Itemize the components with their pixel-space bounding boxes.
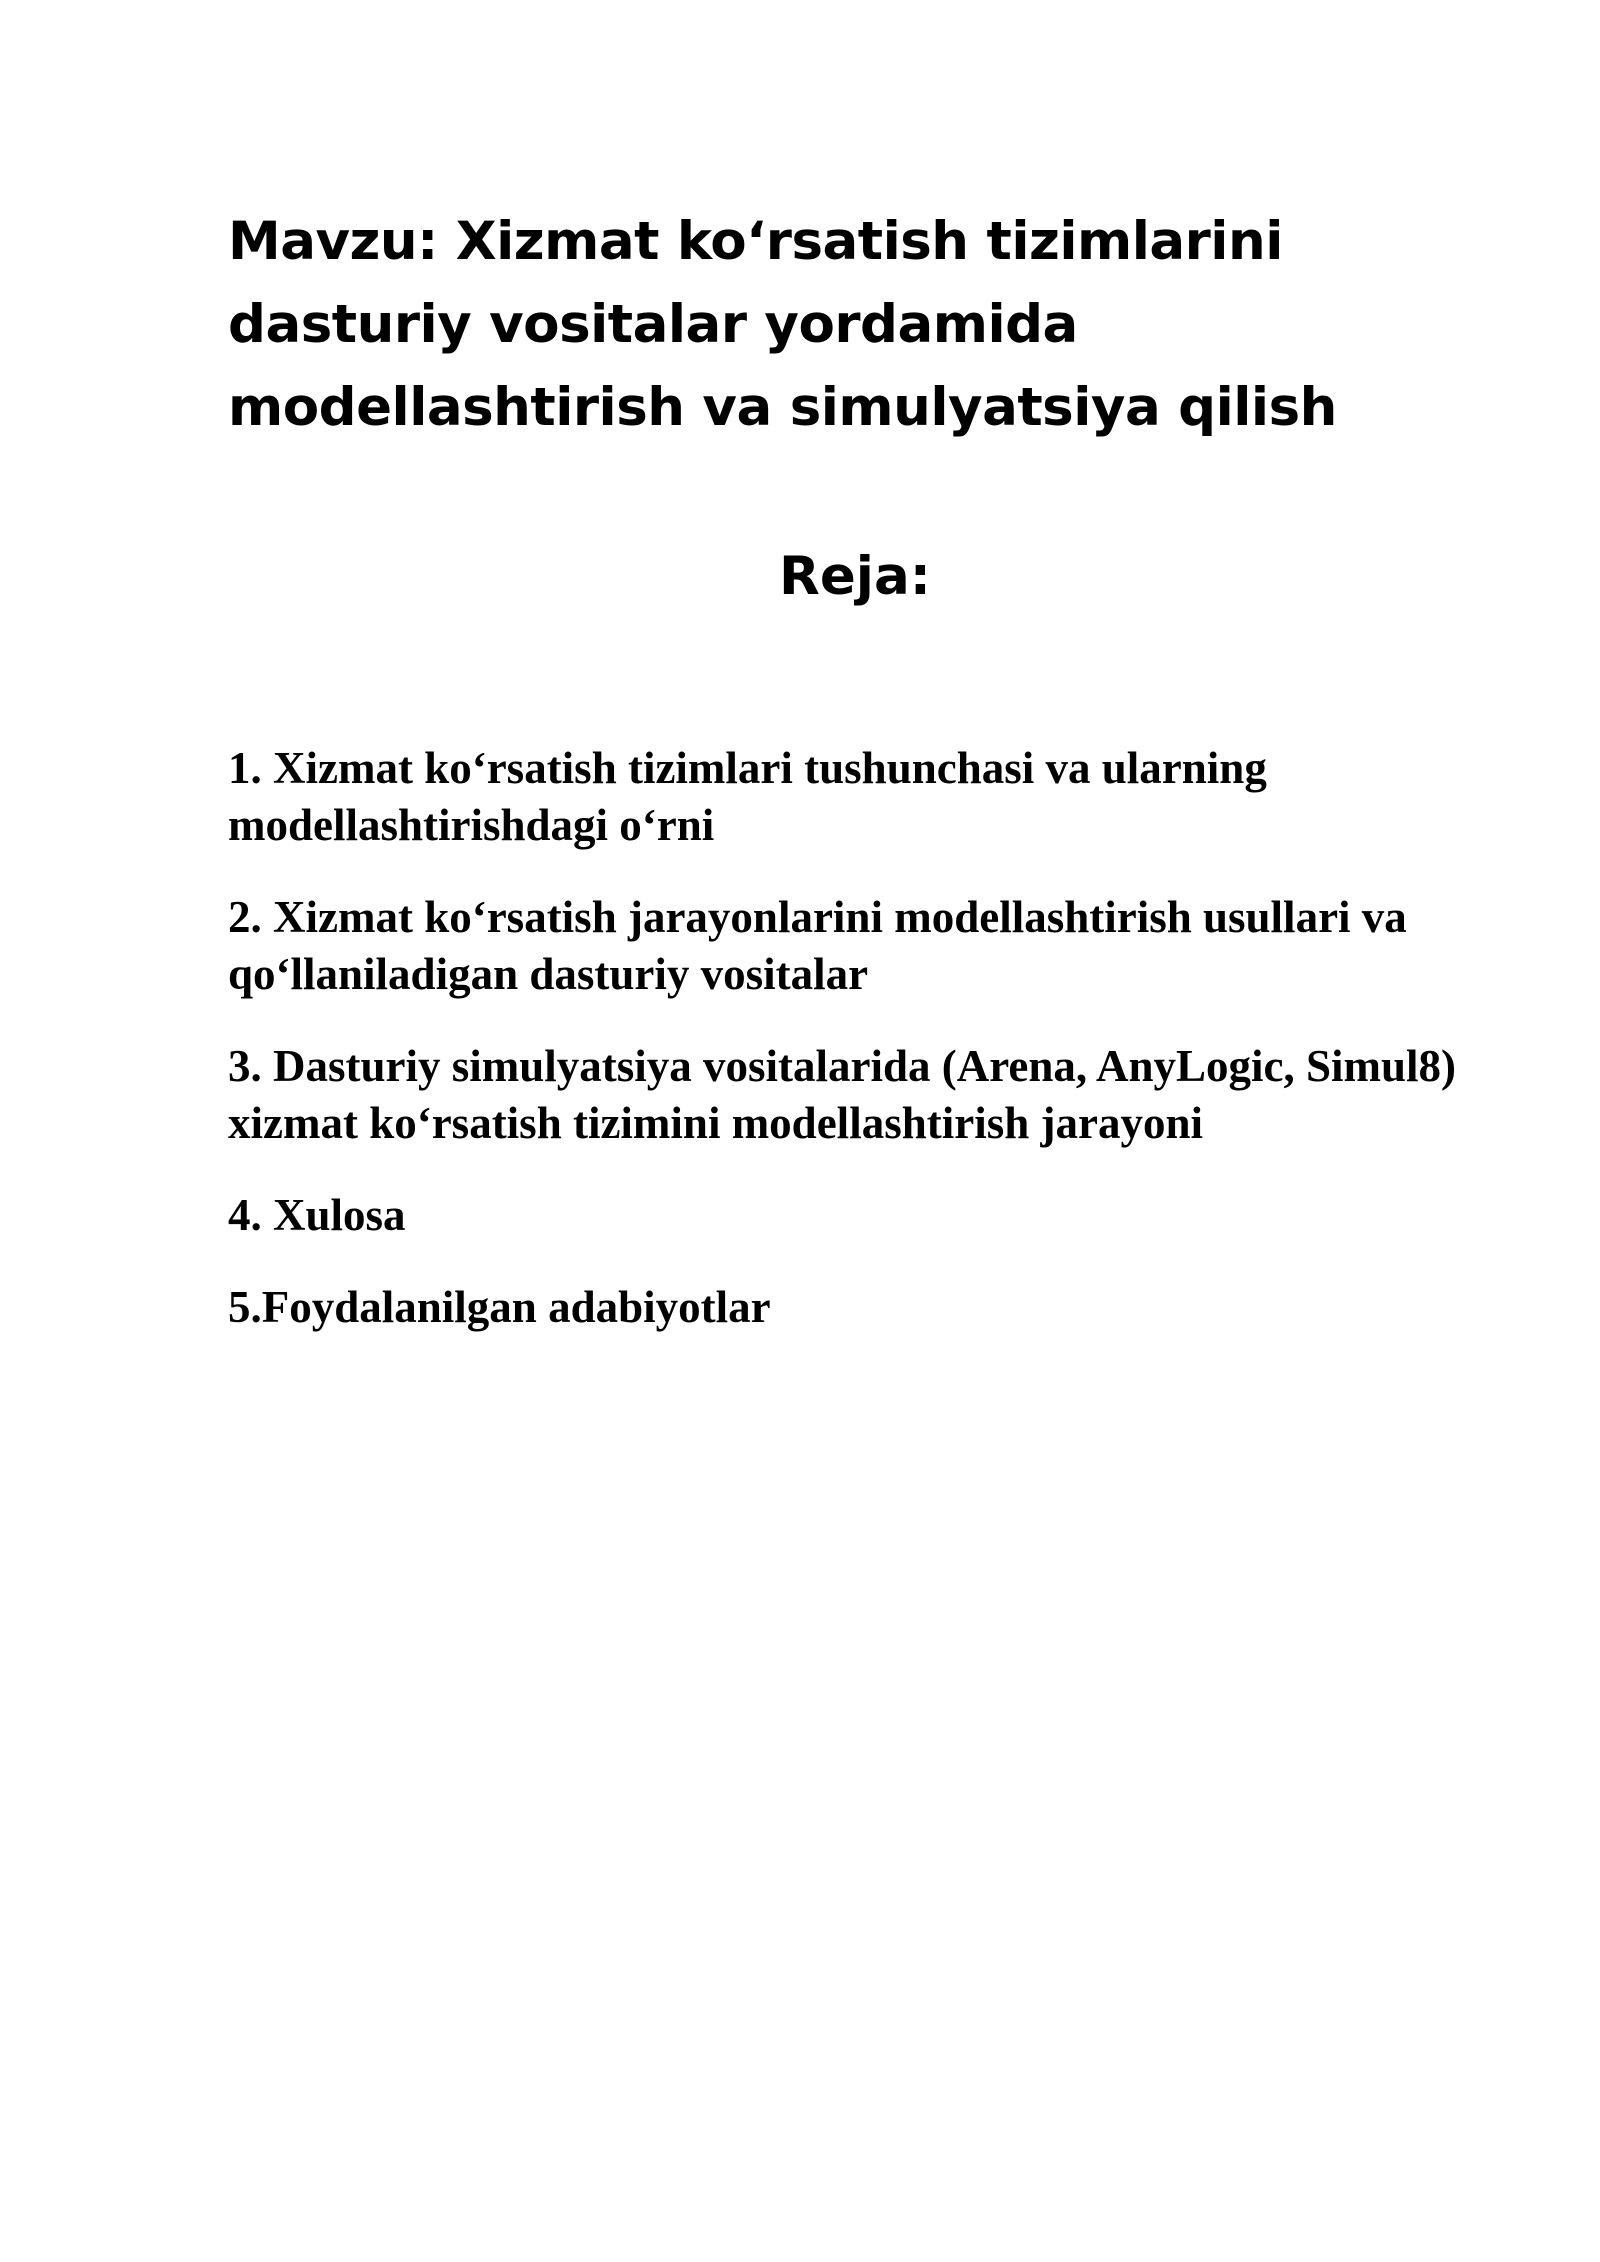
plan-heading: Reja:	[779, 546, 931, 607]
plan-item: 1. Xizmat ko‘rsatish tizimlari tushunchasi va ularning modellashtirishdagi o‘rni	[228, 743, 1267, 850]
plan-item: 2. Xizmat ko‘rsatish jarayonlarini modellashtirish usullari va qo‘llaniladigan dasturiy vositalar	[228, 892, 1407, 999]
plan-item: 3. Dasturiy simulyatsiya vositalarida (Arena, AnyLogic, Simul8) xizmat ko‘rsatish tizimini modellashtirish jarayoni	[228, 1041, 1456, 1148]
plan-item: 4. Xulosa	[228, 1190, 406, 1240]
topic-title: Mavzu: Xizmat ko‘rsatish tizimlarini dasturiy vositalar yordamida modellashtirish va simulyatsiya qilish	[228, 211, 1337, 438]
plan-item: 5.Foydalanilgan adabiyotlar	[228, 1282, 771, 1332]
plan-list	[228, 740, 1468, 1371]
